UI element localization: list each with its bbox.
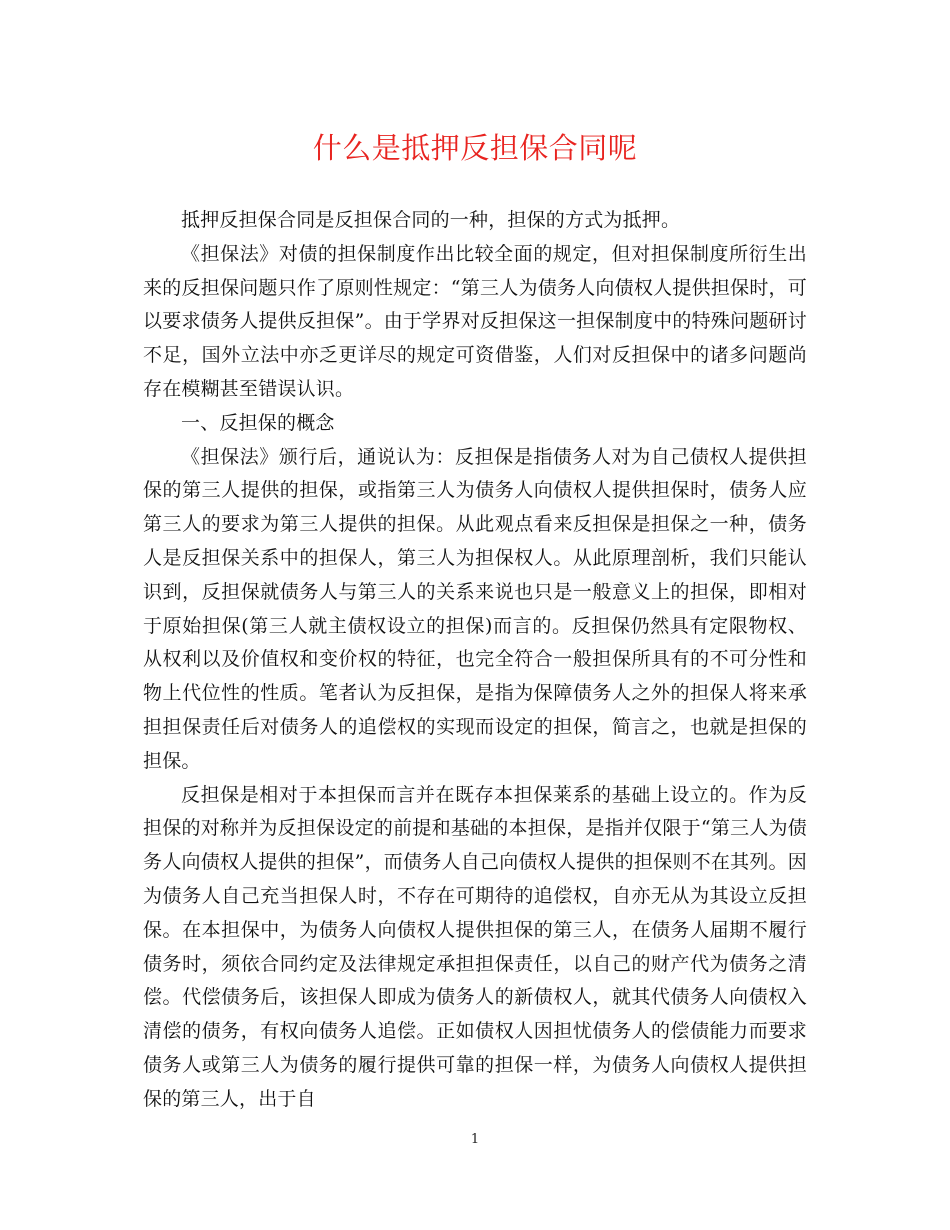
paragraph-relation: 反担保是相对于本担保而言并在既存本担保莱系的基础上设立的。作为反担保的对称并为反担保设定的前提和基础的本担保，是指并仅限于“第三人为债务人向债权人提供的担保”，而债务人自己向债权人提供的担保则不在其列。因为债务人自己充当担保人时，不存在可期待的追偿权，自亦无从为其设立反担保。在本担保中，为债务人向债权人提供担保的第三人，在债务人届期不履行债务时，须依合同约定及法律规定承担担保责任，以自己的财产代为债务之清偿。代偿债务后，该担保人即成为债务人的新债权人，就其代债务人向债权入清偿的债务，有权向债务人追偿。正如债权人因担忧债务人的偿债能力而要求债务人或第三人为债务的履行提供可靠的担保一样，为债务人向债权人提供担保的第三人，出于自 bbox=[143, 783, 807, 1110]
page-number: 1 bbox=[470, 1132, 480, 1147]
document-title: 什么是抵押反担保合同呢 bbox=[312, 131, 638, 165]
paragraph-background: 《担保法》对债的担保制度作出比较全面的规定，但对担保制度所衍生出来的反担保问题只作了原则性规定：“第三人为债务人向债权人提供担保时，可以要求债务人提供反担保”。由于学界对反担保这一担保制度中的特殊问题研讨不足，国外立法中亦乏更详尽的规定可资借鉴，人们对反担保中的诸多问题尚存在模糊甚至错误认识。 bbox=[143, 242, 807, 400]
paragraph-intro: 抵押反担保合同是反担保合同的一种，担保的方式为抵押。 bbox=[181, 209, 681, 231]
document-body bbox=[143, 204, 807, 1117]
paragraph-concept: 《担保法》颁行后，通说认为：反担保是指债务人对为自己债权人提供担保的第三人提供的担保，或指第三人为债务人向债权人提供担保时，债务人应第三人的要求为第三人提供的担保。从此观点看来反担保是担保之一种，债务人是反担保关系中的担保人，第三人为担保权人。从此原理剖析，我们只能认识到，反担保就债务人与第三人的关系来说也只是一般意义上的担保，即相对于原始担保(第三人就主债权设立的担保)而言的。反担保仍然具有定限物权、从权利以及价值权和变价权的特征，也完全符合一般担保所具有的不可分性和物上代位性的性质。笔者认为反担保，是指为保障债务人之外的担保人将来承担担保责任后对债务人的追偿权的实现而设定的担保，简言之，也就是担保的担保。 bbox=[143, 445, 807, 772]
section-heading-concept: 一、反担保的概念 bbox=[181, 411, 335, 434]
